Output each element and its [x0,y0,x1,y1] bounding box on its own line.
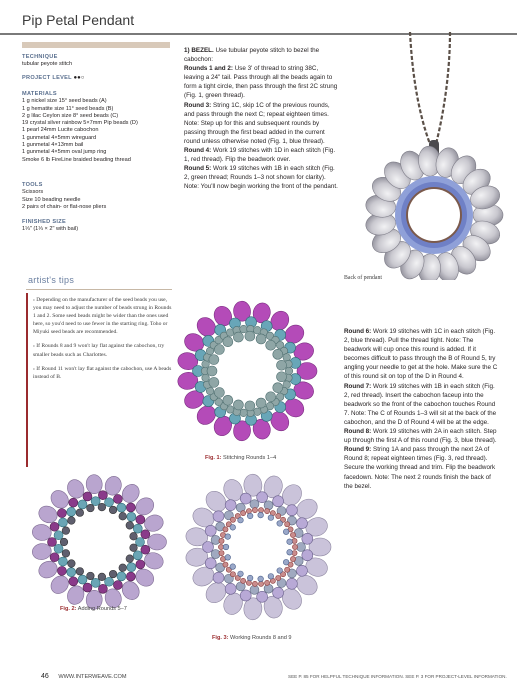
step-paragraph: 1) BEZEL. Use tubular peyote stitch to bezel the cabochon: [184,47,320,64]
step-paragraph: Round 7: Work 19 stitches with 1B in each stitch (Fig. 2, red thread). Insert the cabochon faceup into the beadwork so the front of the cabochon touches Round 7. Note: The C of Rounds 1–3 will sit at the back of the cabochon, and the D of Round 4 will be at the edge. [344,382,497,426]
bead-ring [177,301,317,442]
instructions-column-2 [344,327,499,491]
footer-left [41,673,127,680]
technique-value: tubular peyote stitch [22,61,73,68]
page-title: Pip Petal Pendant [22,12,135,28]
tip-item: › If Round 11 won't lay flat against the cabochon, use A beads instead of B. [33,365,172,380]
instructions-column-1 [184,46,339,192]
figure-1-diagram [172,296,322,446]
level-dots: ●●○ [73,75,85,81]
step-paragraph: Round 8: Work 19 stitches with 2A in each stitch. Step up through the first A of this round (Fig. 3, blue thread). [344,428,497,445]
tips-list [33,296,173,387]
material-item: 1 g nickel size 15° seed beads (A) [22,98,107,105]
material-item: 1 g hematite size 11° seed beads (B) [22,105,114,112]
material-item: 1 gunmetal 4×13mm bail [22,142,84,149]
figure-3-diagram [178,467,338,627]
technique-label: TECHNIQUE [22,54,58,60]
figure-2-caption: Fig. 2: Adding Rounds 5–7 [60,606,127,612]
figure-1-caption: Fig. 1: Stitching Rounds 1–4 [205,455,277,461]
step-paragraph: Round 9: String 1A and pass through the next 2A of Round 8; repeat eighteen times (Fig. 3, red thread). Secure the working thread and trim. Flip the beadwork facedown. Note: The next 2 rounds finish the back of the bezel. [344,446,496,490]
material-item: 1 pearl 24mm Lucite cabochon [22,127,99,134]
material-item: 2 g lilac Ceylon size 8° seed beads (C) [22,112,119,119]
bead-ring [31,474,166,610]
step-paragraph: Round 4: Work 19 stitches with 1D in each stitch (Fig. 1, red thread). Flip the beadwork over. [184,147,336,164]
material-item: 1 gunmetal 4×5mm oval jump ring [22,149,107,156]
materials-box [22,42,170,248]
tips-title: artist's tips [28,275,75,285]
materials-label: MATERIALS [22,91,57,97]
step-paragraph: Round 3: String 1C, skip 1C of the previous rounds, and pass through the next C; repeat eighteen times. Note: Step up for this and subsequent rounds by passing through the first bead added in the current round unless otherwise noted (Fig. 1, blue thread). [184,101,330,145]
tips-rule [26,289,172,290]
size-value: 1⅓" (1⅓ × 2" with bail) [22,226,79,233]
tip-item: › Depending on the manufacturer of the seed beads you use, you may need to adjust the number of beads strung in Rounds 1 and 2. Some seed beads might be wider than the ones used here, so you'd need to use fewer in the starting ring. Toho or Miyuki seed beads are recommended. [33,297,172,336]
chain [410,32,450,144]
tool-item: 2 pairs of chain- or flat-nose pliers [22,203,107,210]
tool-item: Size 10 beading needle [22,196,81,203]
page-number: 46 [41,673,49,680]
figure-3-caption: Fig. 3: Working Rounds 8 and 9 [212,635,292,641]
step-paragraph: Round 5: Work 19 stitches with 1B in each stitch (Fig. 2, green thread; Rounds 1–3 not shown for clarity). Note: You'll now begin working the front of the pendant. [184,165,338,191]
tools-label: TOOLS [22,182,43,188]
bead-ring [185,474,331,621]
photo-caption: Back of pendant [344,275,382,281]
size-label: FINISHED SIZE [22,219,66,225]
material-item: Smoke 6 lb FireLine braided beading thread [22,156,131,163]
tips-accent-bar [26,293,28,467]
figure-2-diagram [25,468,173,616]
tip-item: › If Rounds 8 and 9 won't lay flat against the cabochon, try smaller beads such as Charlottes. [33,343,165,358]
step-paragraph: Round 6: Work 19 stitches with 1C in each stitch (Fig. 2, blue thread). Pull the thread tight. Note: The beadwork will cup once this round is added. If it becomes difficult to pass through the B of Round 5, try angling your needle to get at the hole. Make sure the C of this round sit on top of the D in Round 4. [344,328,498,381]
step-paragraph: Rounds 1 and 2: Use 3' of thread to string 38C, leaving a 24" tail. Pass through all the beads again to form a tight circle, then pass through the first 2C strung (Fig. 1, green thread). [184,65,338,100]
footer-site: WWW.INTERWEAVE.COM [58,674,127,680]
footer-note: SEE P. 85 FOR HELPFUL TECHNIQUE INFORMATION. SEE P. 3 FOR PROJECT-LEVEL INFORMATION. [288,674,507,679]
material-item: 1 gunmetal 4×5mm wireguard [22,134,97,141]
tool-item: Scissors [22,189,44,196]
material-item: 19 crystal silver rainbow 5×7mm Pip beads (D) [22,120,138,127]
level-label: PROJECT LEVEL [22,75,72,81]
pendant-photo [338,32,517,280]
materials-box-bar [22,42,170,48]
